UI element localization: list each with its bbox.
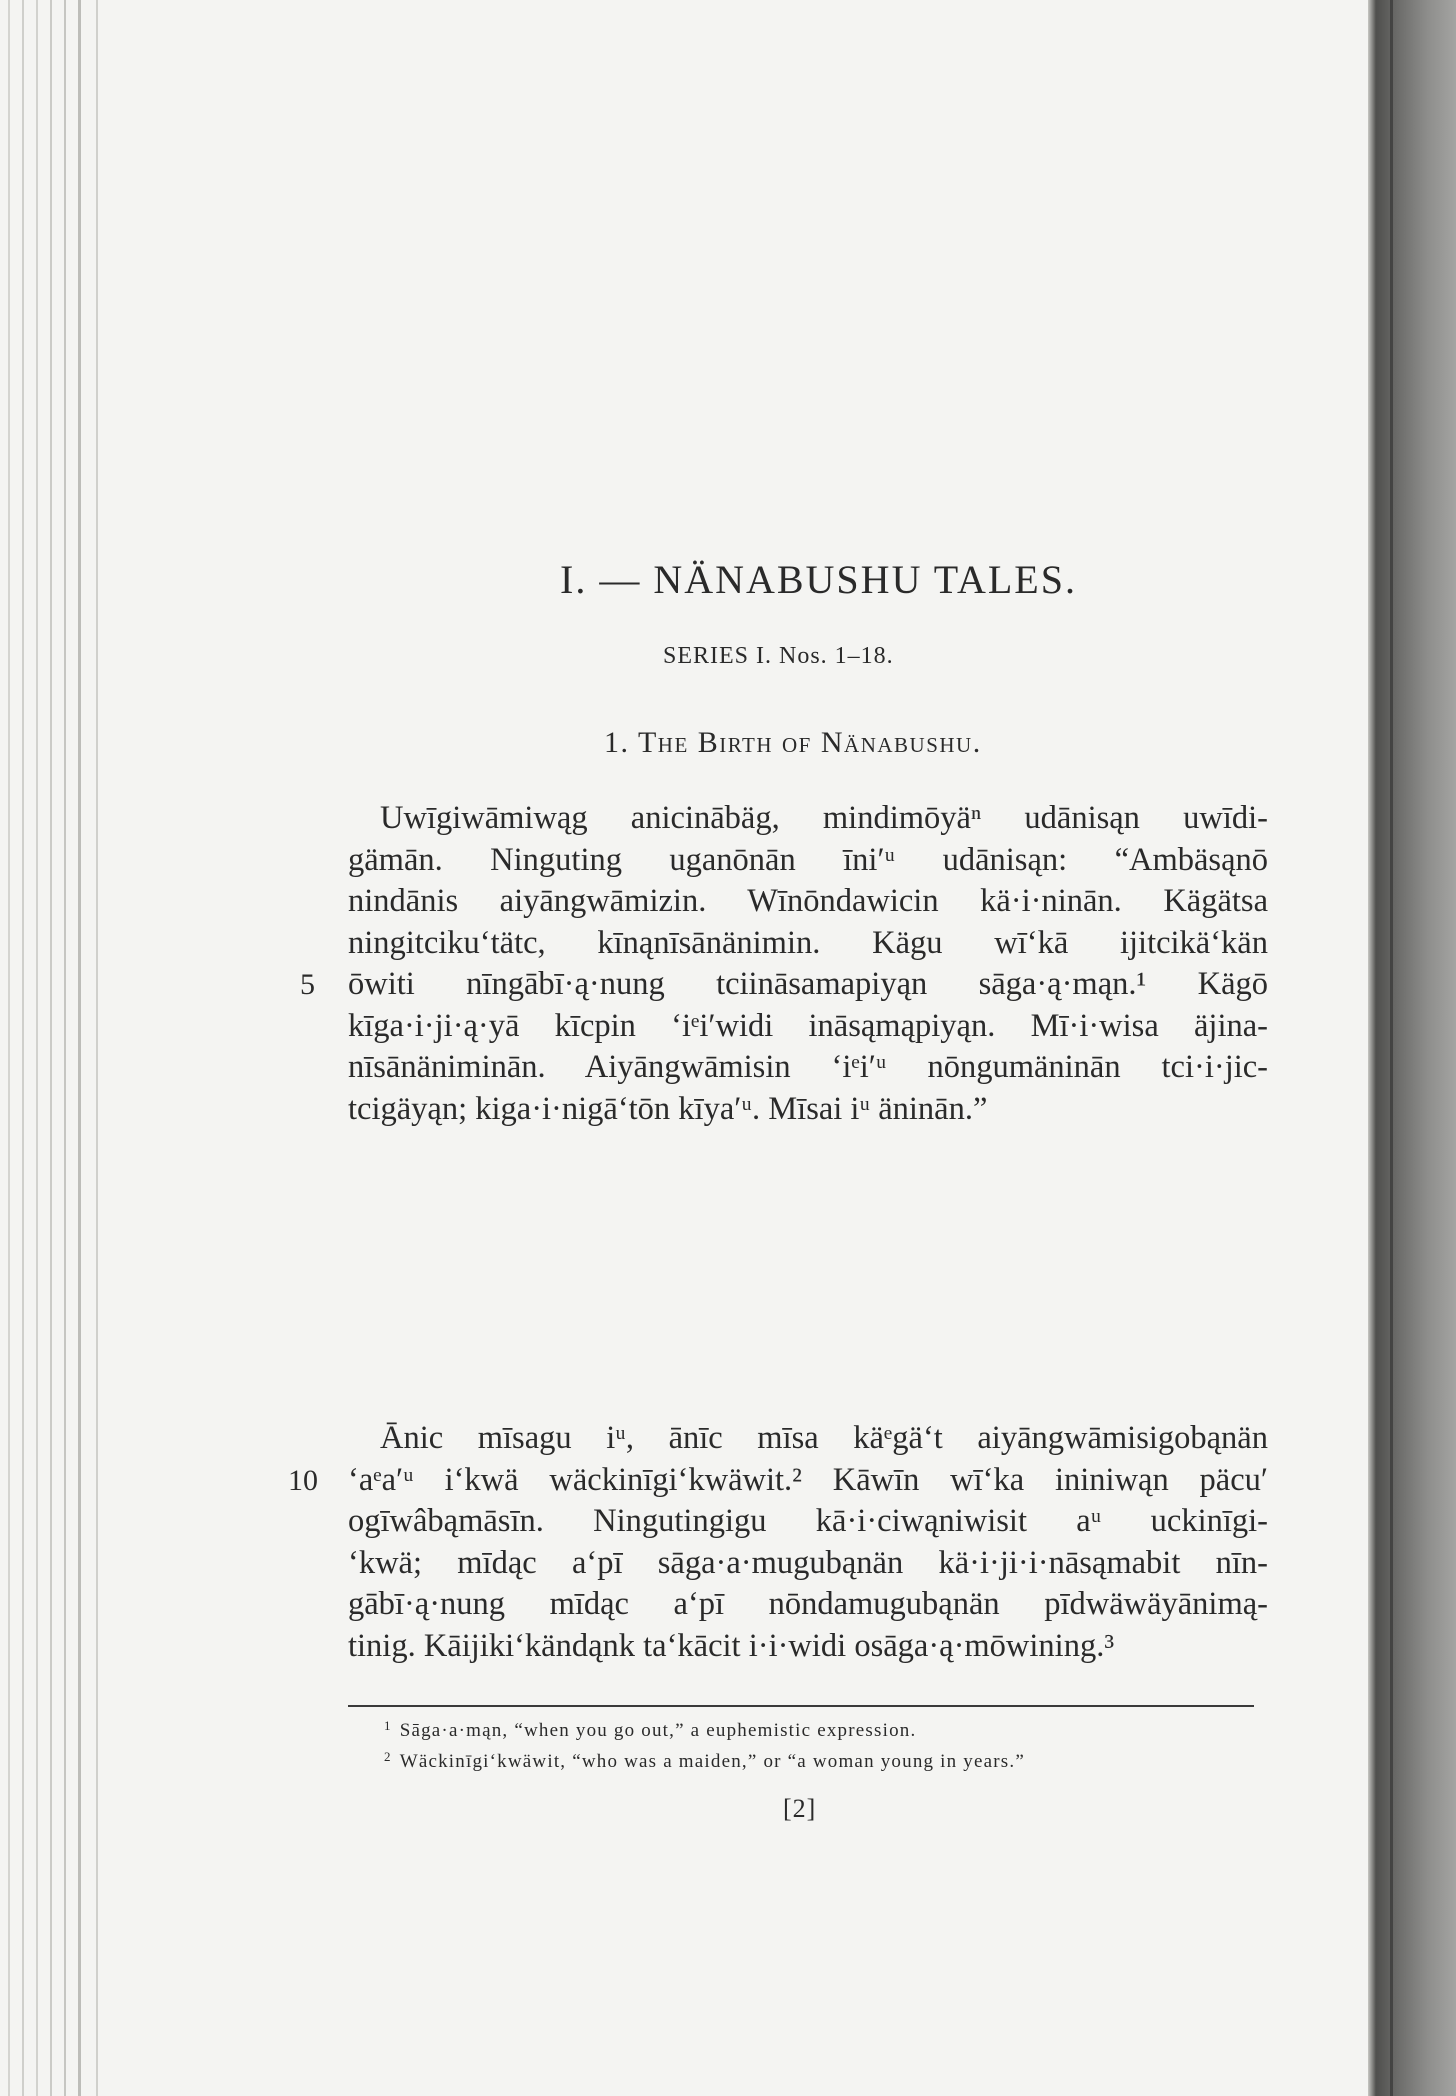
footnote-1 [384,1720,916,1742]
text-line [348,923,1268,965]
binding-edge [1390,0,1393,2096]
page-edge [22,0,24,2096]
line-text: nīsānäniminān. Aiyāngwāmisin ‘iᵉi′ᵘ nōngumäninān tci·i·jic- [348,1049,1268,1085]
paragraph-1 [300,798,1268,1130]
line-text: ningitciku‘tätc, kīnąnīsānänimin. Kägu wī‘kā ijitcikä‘kän [348,924,1268,961]
line-text: nindānis aiyāngwāmizin. Wīnōndawicin kä·i·ninān. Kägätsa [348,883,1268,919]
text-line [348,1047,1268,1089]
line-text: Uwīgiwāmiwąg anicinābäg, mindimōyäⁿ udānisąn uwīdi- [380,800,1268,836]
text-line [348,881,1268,923]
line-text: ogīwâbąmāsīn. Ningutingigu kā·i·ciwąniwisit aᵘ uckinīgi- [348,1503,1268,1539]
line-text: gämān. Ninguting uganōnān īni′ᵘ udānisąn: “Ambäsąnō [348,841,1268,878]
footnote-mark: 2 [384,1749,392,1764]
footnote-rule [348,1705,1254,1707]
section-heading: I. — NÄNABUSHU TALES. [560,557,1077,602]
line-text: ‘kwä; mīdąc a‘pī sāga·a·mugubąnän kä·i·ji·i·nāsąmabit nīn- [348,1544,1268,1581]
line-text: Ānic mīsagu iᵘ, ānīc mīsa käᵉgä‘t aiyāngwāmisigobąnän [380,1420,1268,1456]
text-line [288,1460,1268,1502]
page-edge [96,0,98,2096]
series-label: SERIES I. Nos. 1–18. [663,643,894,669]
line-text: gābī·ą·nung mīdąc a‘pī nōndamugubąnän pīdwäwäyānimą- [348,1586,1268,1622]
page-number: [2] [783,1794,817,1823]
paragraph-2 [288,1418,1268,1667]
page-edge [36,0,38,2096]
text-line [348,1543,1268,1585]
line-text: ōwiti nīngābī·ą·nung tciināsamapiyąn sāga·ą·mąn.¹ Kägō [348,966,1268,1002]
line-text: tcigäyąn; kiga·i·nigā‘tōn kīya′ᵘ. Mīsai iᵘ äninān.” [348,1090,988,1127]
page-edge [8,0,10,2096]
page-edge [64,0,66,2096]
text-line [348,840,1268,882]
footnote-2 [384,1751,1025,1773]
page-edge [78,0,81,2096]
text-line [348,1089,1268,1131]
footnote-text: Wäckinīgi‘kwäwit, “who was a maiden,” or “a woman young in years.” [399,1751,1025,1772]
text-line [348,1626,1268,1668]
text-line [348,1501,1268,1543]
line-number: 10 [288,1463,318,1497]
line-text: tinig. Kāijiki‘kändąnk ta‘kācit i·i·widi osāga·ą·mōwining.³ [348,1627,1115,1664]
tale-title: 1. The Birth of Nänabushu. [604,726,982,759]
text-line [348,1006,1268,1048]
line-text: kīga·i·ji·ą·yā kīcpin ‘iᵉi′widi ināsąmąpiyąn. Mī·i·wisa äjina- [348,1007,1268,1044]
footnote-mark: 1 [384,1718,392,1733]
page-edge [50,0,52,2096]
text-line [348,798,1268,840]
footnote-text: Sāga·a·mąn, “when you go out,” a euphemistic expression. [399,1720,917,1741]
line-text: ‘aᵉa′ᵘ i‘kwä wäckinīgi‘kwäwit.² Kāwīn wī‘ka ininiwąn päcu′ [348,1461,1268,1498]
text-line [348,1584,1268,1626]
text-line [300,964,1268,1006]
text-line [348,1418,1268,1460]
line-number: 5 [300,968,315,1001]
binding-shadow [1368,0,1456,2096]
